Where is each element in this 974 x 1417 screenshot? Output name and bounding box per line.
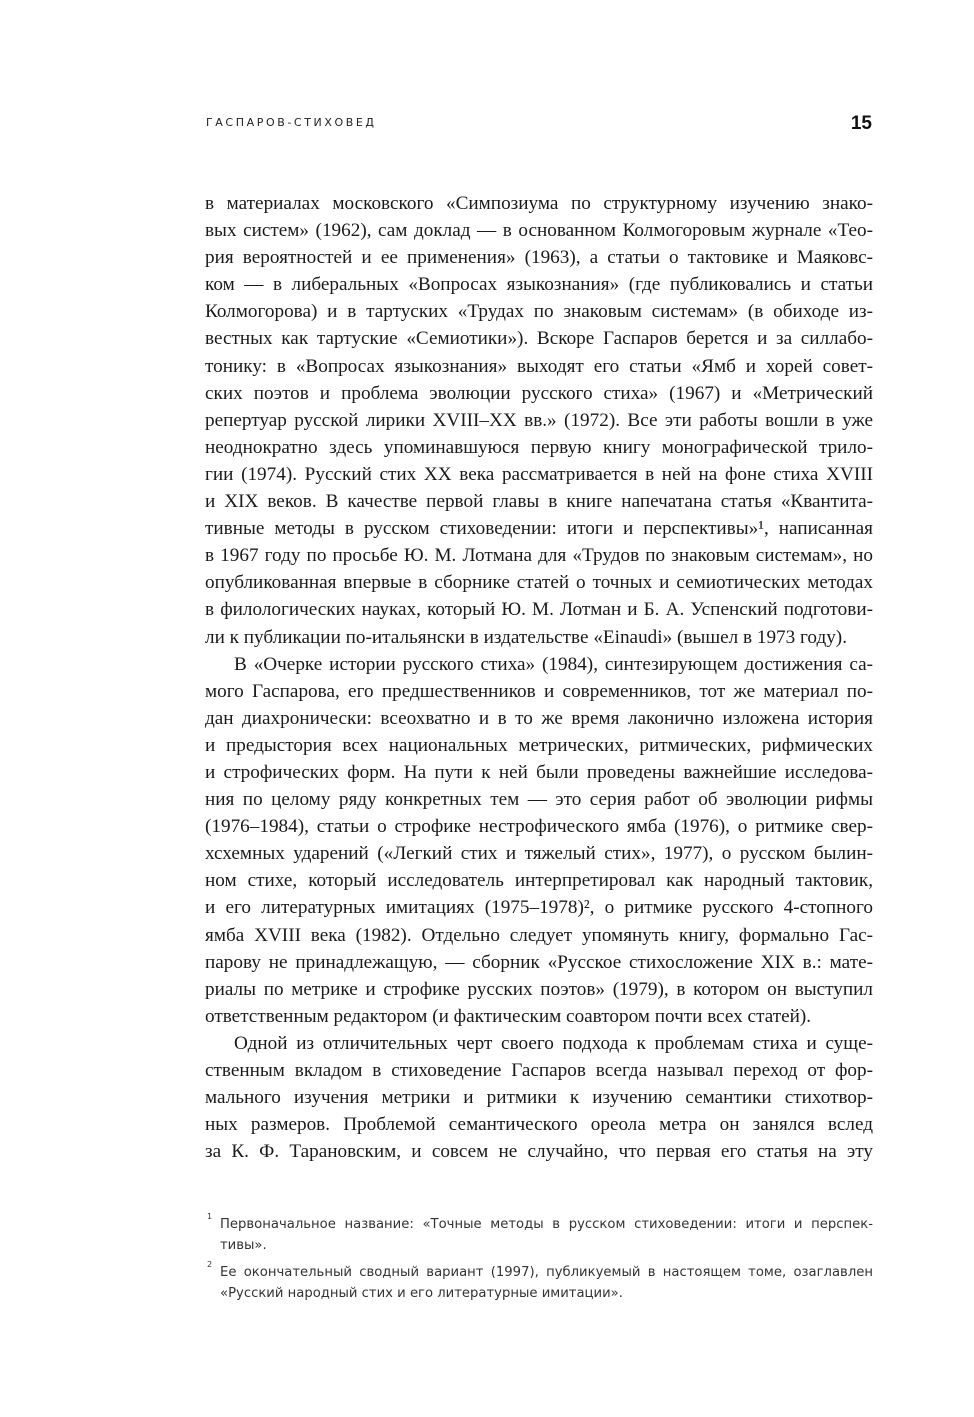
footnote-line: «Русский народный стих и его литературные имитации». xyxy=(220,1286,623,1301)
paragraph xyxy=(205,651,873,1030)
text-line: В «Очерке истории русского стиха» (1984), синтезирующем достижения са- xyxy=(234,653,873,675)
text-line: парову не принадлежащую, — сборник «Русское стихосложение XIX в.: мате- xyxy=(205,951,873,973)
text-line: и его литературных имитациях (1975–1978)², о ритмике русского 4-стопного xyxy=(205,897,873,919)
text-line: Одной из отличительных черт своего подхода к проблемам стиха и суще- xyxy=(234,1032,873,1054)
footnote-line: Первоначальное название: «Точные методы в русском стиховедении: итоги и перспек- xyxy=(220,1217,873,1232)
text-line: в материалах московского «Симпозиума по структурному изучению знако- xyxy=(205,193,873,214)
running-title: ГАСПАРОВ-СТИХОВЕД xyxy=(206,116,377,129)
text-line: гии (1974). Русский стих XX века рассматривается в ней на фоне стиха XVIII xyxy=(205,463,873,485)
text-line: (1976–1984), статьи о строфике нестрофического ямба (1976), о ритмике свер- xyxy=(205,816,873,838)
text-line: вых систем» (1962), сам доклад — в основанном Колмогоровым журнале «Тео- xyxy=(205,220,873,242)
text-line: и предыстория всех национальных метрических, ритмических, рифмических xyxy=(205,734,873,756)
paragraph xyxy=(205,1030,873,1165)
text-line: ли к публикации по-итальянски в издательстве «Einaudi» (вышел в 1973 году). xyxy=(205,626,847,648)
text-line: тивные методы в русском стиховедении: итоги и перспективы»¹, написанная xyxy=(205,518,873,540)
text-line: и строфических форм. На пути к ней были проведены важнейшие исследова- xyxy=(205,761,873,783)
text-line: вестных как тартуские «Семиотики»). Вскоре Гаспаров берется и за силлабо- xyxy=(205,328,873,350)
paragraph xyxy=(205,190,873,651)
text-line: за К. Ф. Тарановским, и совсем не случайно, что первая его статья на эту xyxy=(205,1141,873,1163)
text-line: ном стихе, который исследователь интерпретировал как народный тактовик, xyxy=(205,870,873,892)
text-line: опубликованная впервые в сборнике статей о точных и семиотических методах xyxy=(205,572,873,594)
footnote-number: 2 xyxy=(207,1260,213,1269)
page-number: 15 xyxy=(850,113,872,134)
footnote-line: тивы». xyxy=(220,1238,267,1253)
body-text xyxy=(205,190,873,1165)
text-line: ямба XVIII века (1982). Отдельно следует упомянуть книгу, формально Гас- xyxy=(205,924,873,946)
text-line: репертуар русской лирики XVIII–XX вв.» (1972). Все эти работы вошли в уже xyxy=(205,409,873,431)
text-line: в 1967 году по просьбе Ю. М. Лотмана для «Трудов по знаковым системам», но xyxy=(205,545,873,567)
text-line: ния по целому ряду конкретных тем — это серия работ об эволюции рифмы xyxy=(205,789,873,811)
footnote-line: Ее окончательный сводный вариант (1997), публикуемый в настоящем томе, озаглавлен xyxy=(220,1265,873,1280)
text-line: ских поэтов и проблема эволюции русского стиха» (1967) и «Метрический xyxy=(205,382,873,404)
text-line: мого Гаспарова, его предшественников и современников, тот же материал по- xyxy=(205,680,873,702)
text-line: хсхемных ударений («Легкий стих и тяжелый стих», 1977), о русском былин- xyxy=(205,843,873,865)
text-line: мального изучения метрики и ритмики к изучению семантики стихотвор- xyxy=(205,1087,873,1109)
text-line: неоднократно здесь упоминавшуюся первую книгу монографической трило- xyxy=(205,436,873,458)
text-line: Колмогорова) и в тартуских «Трудах по знаковым системам» (в обиходе из- xyxy=(205,301,873,323)
text-line: ком — в либеральных «Вопросах языкознания» (где публиковались и статьи xyxy=(205,274,873,296)
text-line: ственным вкладом в стиховедение Гаспаров всегда называл переход от фор- xyxy=(205,1060,873,1081)
text-line: ных размеров. Проблемой семантического ореола метра он занялся вслед xyxy=(205,1114,873,1136)
text-line: ответственным редактором (и фактическим соавтором почти всех статей). xyxy=(205,1005,812,1027)
footnote xyxy=(205,1214,873,1256)
text-line: тонику: в «Вопросах языкознания» выходят его статьи «Ямб и хорей совет- xyxy=(205,355,873,377)
footnote-number: 1 xyxy=(207,1212,213,1221)
text-line: дан диахронически: всеохватно и в то же время лаконично изложена история xyxy=(205,707,873,729)
footnotes xyxy=(205,1214,873,1310)
footnote xyxy=(205,1262,873,1304)
text-line: рия вероятностей и ее применения» (1963), а статьи о тактовике и Маяковс- xyxy=(205,247,873,269)
text-line: в филологических науках, который Ю. М. Лотман и Б. А. Успенский подготови- xyxy=(205,599,873,621)
text-line: риалы по метрике и строфике русских поэтов» (1979), в котором он выступил xyxy=(205,978,873,1000)
text-line: и XIX веков. В качестве первой главы в книге напечатана статья «Квантита- xyxy=(205,491,873,513)
